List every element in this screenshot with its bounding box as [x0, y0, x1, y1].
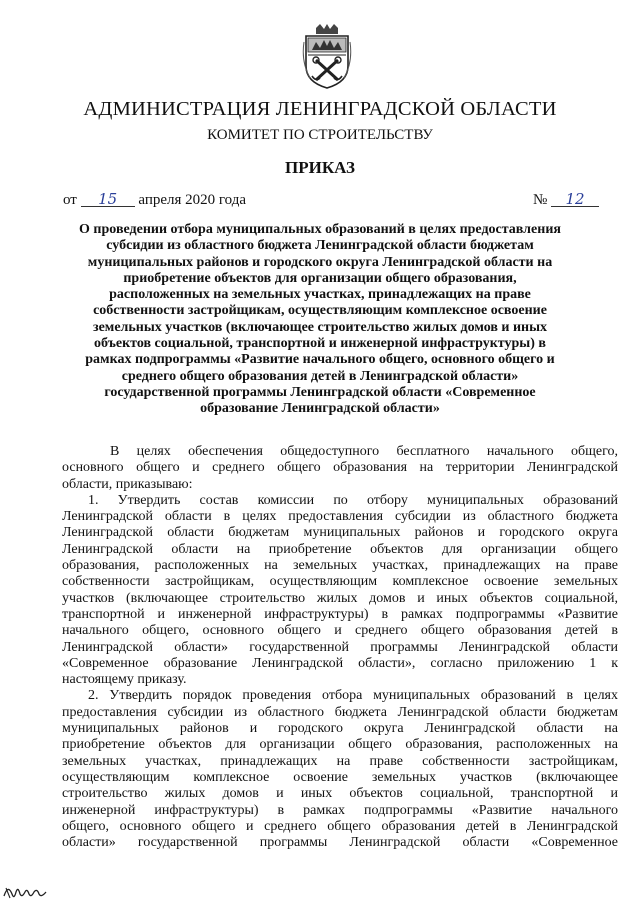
document-type: ПРИКАЗ	[285, 158, 355, 177]
body-line: образования, расположенных на земельных участках, принадлежащих на праве	[62, 558, 618, 574]
body-line: области, приказываю:	[62, 476, 193, 492]
body-line: Ленинградской области в целях предоставления субсидии из областного бюджета	[62, 509, 618, 525]
document-number-handwritten: 12	[551, 192, 599, 207]
subject-line: среднего общего образования детей в Ленинградской области»	[121, 368, 519, 384]
order-subject	[62, 222, 578, 418]
document-number-line	[533, 192, 599, 209]
body-line: Ленинградской области» государственной программы Ленинградской области	[62, 639, 618, 655]
body-line: муниципальных районов и городского округа Ленинградской области на	[62, 721, 618, 737]
coat-of-arms-icon	[302, 22, 352, 90]
date-day-handwritten: 15	[81, 192, 135, 207]
body-line: участков (включающее строительство жилых домов и иных объектов социальной,	[62, 590, 618, 606]
handwritten-initials-mark	[2, 880, 48, 902]
body-line: настоящему приказу.	[62, 672, 187, 688]
body-line: основного общего и среднего общего образования на территории Ленинградской	[62, 460, 618, 476]
body-line: земельных участках, принадлежащих на праве собственности застройщикам,	[62, 753, 618, 769]
body-line: начального общего, основного общего и среднего общего образования детей в	[62, 623, 618, 639]
body-line: В целях обеспечения общедоступного бесплатного начального общего,	[110, 444, 618, 459]
body-line: Ленинградской области бюджетам муниципальных районов и городского округа	[62, 525, 618, 541]
subject-line: государственной программы Ленинградской области «Современное	[104, 384, 536, 400]
body-line: 2. Утвердить порядок проведения отбора муниципальных образований в целях	[88, 688, 618, 704]
order-body	[62, 444, 618, 851]
body-line: предоставления субсидии из областного бюджета Ленинградской области бюджетам	[62, 704, 618, 720]
subject-line: объектов социальной, транспортной и инженерной инфраструктуры) в	[94, 336, 546, 352]
subject-line: муниципальных районов и городского округа Ленинградской области на	[87, 254, 553, 270]
body-line: «Современное образование Ленинградской области», согласно приложению 1 к	[62, 655, 618, 671]
date-prefix: от	[63, 192, 77, 208]
subject-line: образование Ленинградской области»	[200, 401, 440, 417]
body-line: инженерной инфраструктуры) в рамках подпрограммы «Развитие начального	[62, 802, 618, 818]
body-line: транспортной и инженерной инфраструктуры) в рамках подпрограммы «Развитие	[62, 606, 618, 622]
subject-line: субсидии из областного бюджета Ленинградской области бюджетам	[106, 238, 534, 254]
body-line: Ленинградской области на приобретение объектов для организации общего	[62, 541, 618, 557]
subject-line: рамках подпрограммы «Развитие начального общего, основного общего и	[85, 352, 555, 368]
body-line: приобретение объектов для организации общего образования, расположенных на	[62, 737, 618, 753]
body-line: строительство жилых домов и иных объектов социальной, транспортной и	[62, 786, 618, 802]
subject-line: земельных участков (включающее строительство жилых домов и иных	[92, 319, 548, 335]
body-line: 1. Утвердить состав комиссии по отбору муниципальных образований	[88, 492, 618, 508]
date-line	[63, 192, 246, 209]
body-line: собственности застройщикам, осуществляющим комплексное освоение земельных	[62, 574, 618, 590]
number-sign: №	[533, 192, 548, 208]
subject-line: О проведении отбора муниципальных образований в целях предоставления	[79, 222, 561, 237]
body-line: общего, основного общего и среднего общего образования детей в Ленинградской	[62, 818, 618, 834]
organization-title: АДМИНИСТРАЦИЯ ЛЕНИНГРАДСКОЙ ОБЛАСТИ	[83, 98, 557, 120]
body-line: области» государственной программы Ленинградской области «Современное	[62, 835, 618, 851]
date-suffix: апреля 2020 года	[138, 192, 247, 208]
committee-name: КОМИТЕТ ПО СТРОИТЕЛЬСТВУ	[207, 127, 433, 143]
subject-line: приобретение объектов для организации общего образования,	[123, 270, 517, 286]
subject-line: собственности застройщикам, осуществляющим комплексное освоение	[93, 303, 547, 319]
body-line: осуществляющим комплексное освоение земельных участков (включающее	[62, 769, 618, 785]
subject-line: расположенных на земельных участках, принадлежащих на праве	[109, 287, 531, 303]
